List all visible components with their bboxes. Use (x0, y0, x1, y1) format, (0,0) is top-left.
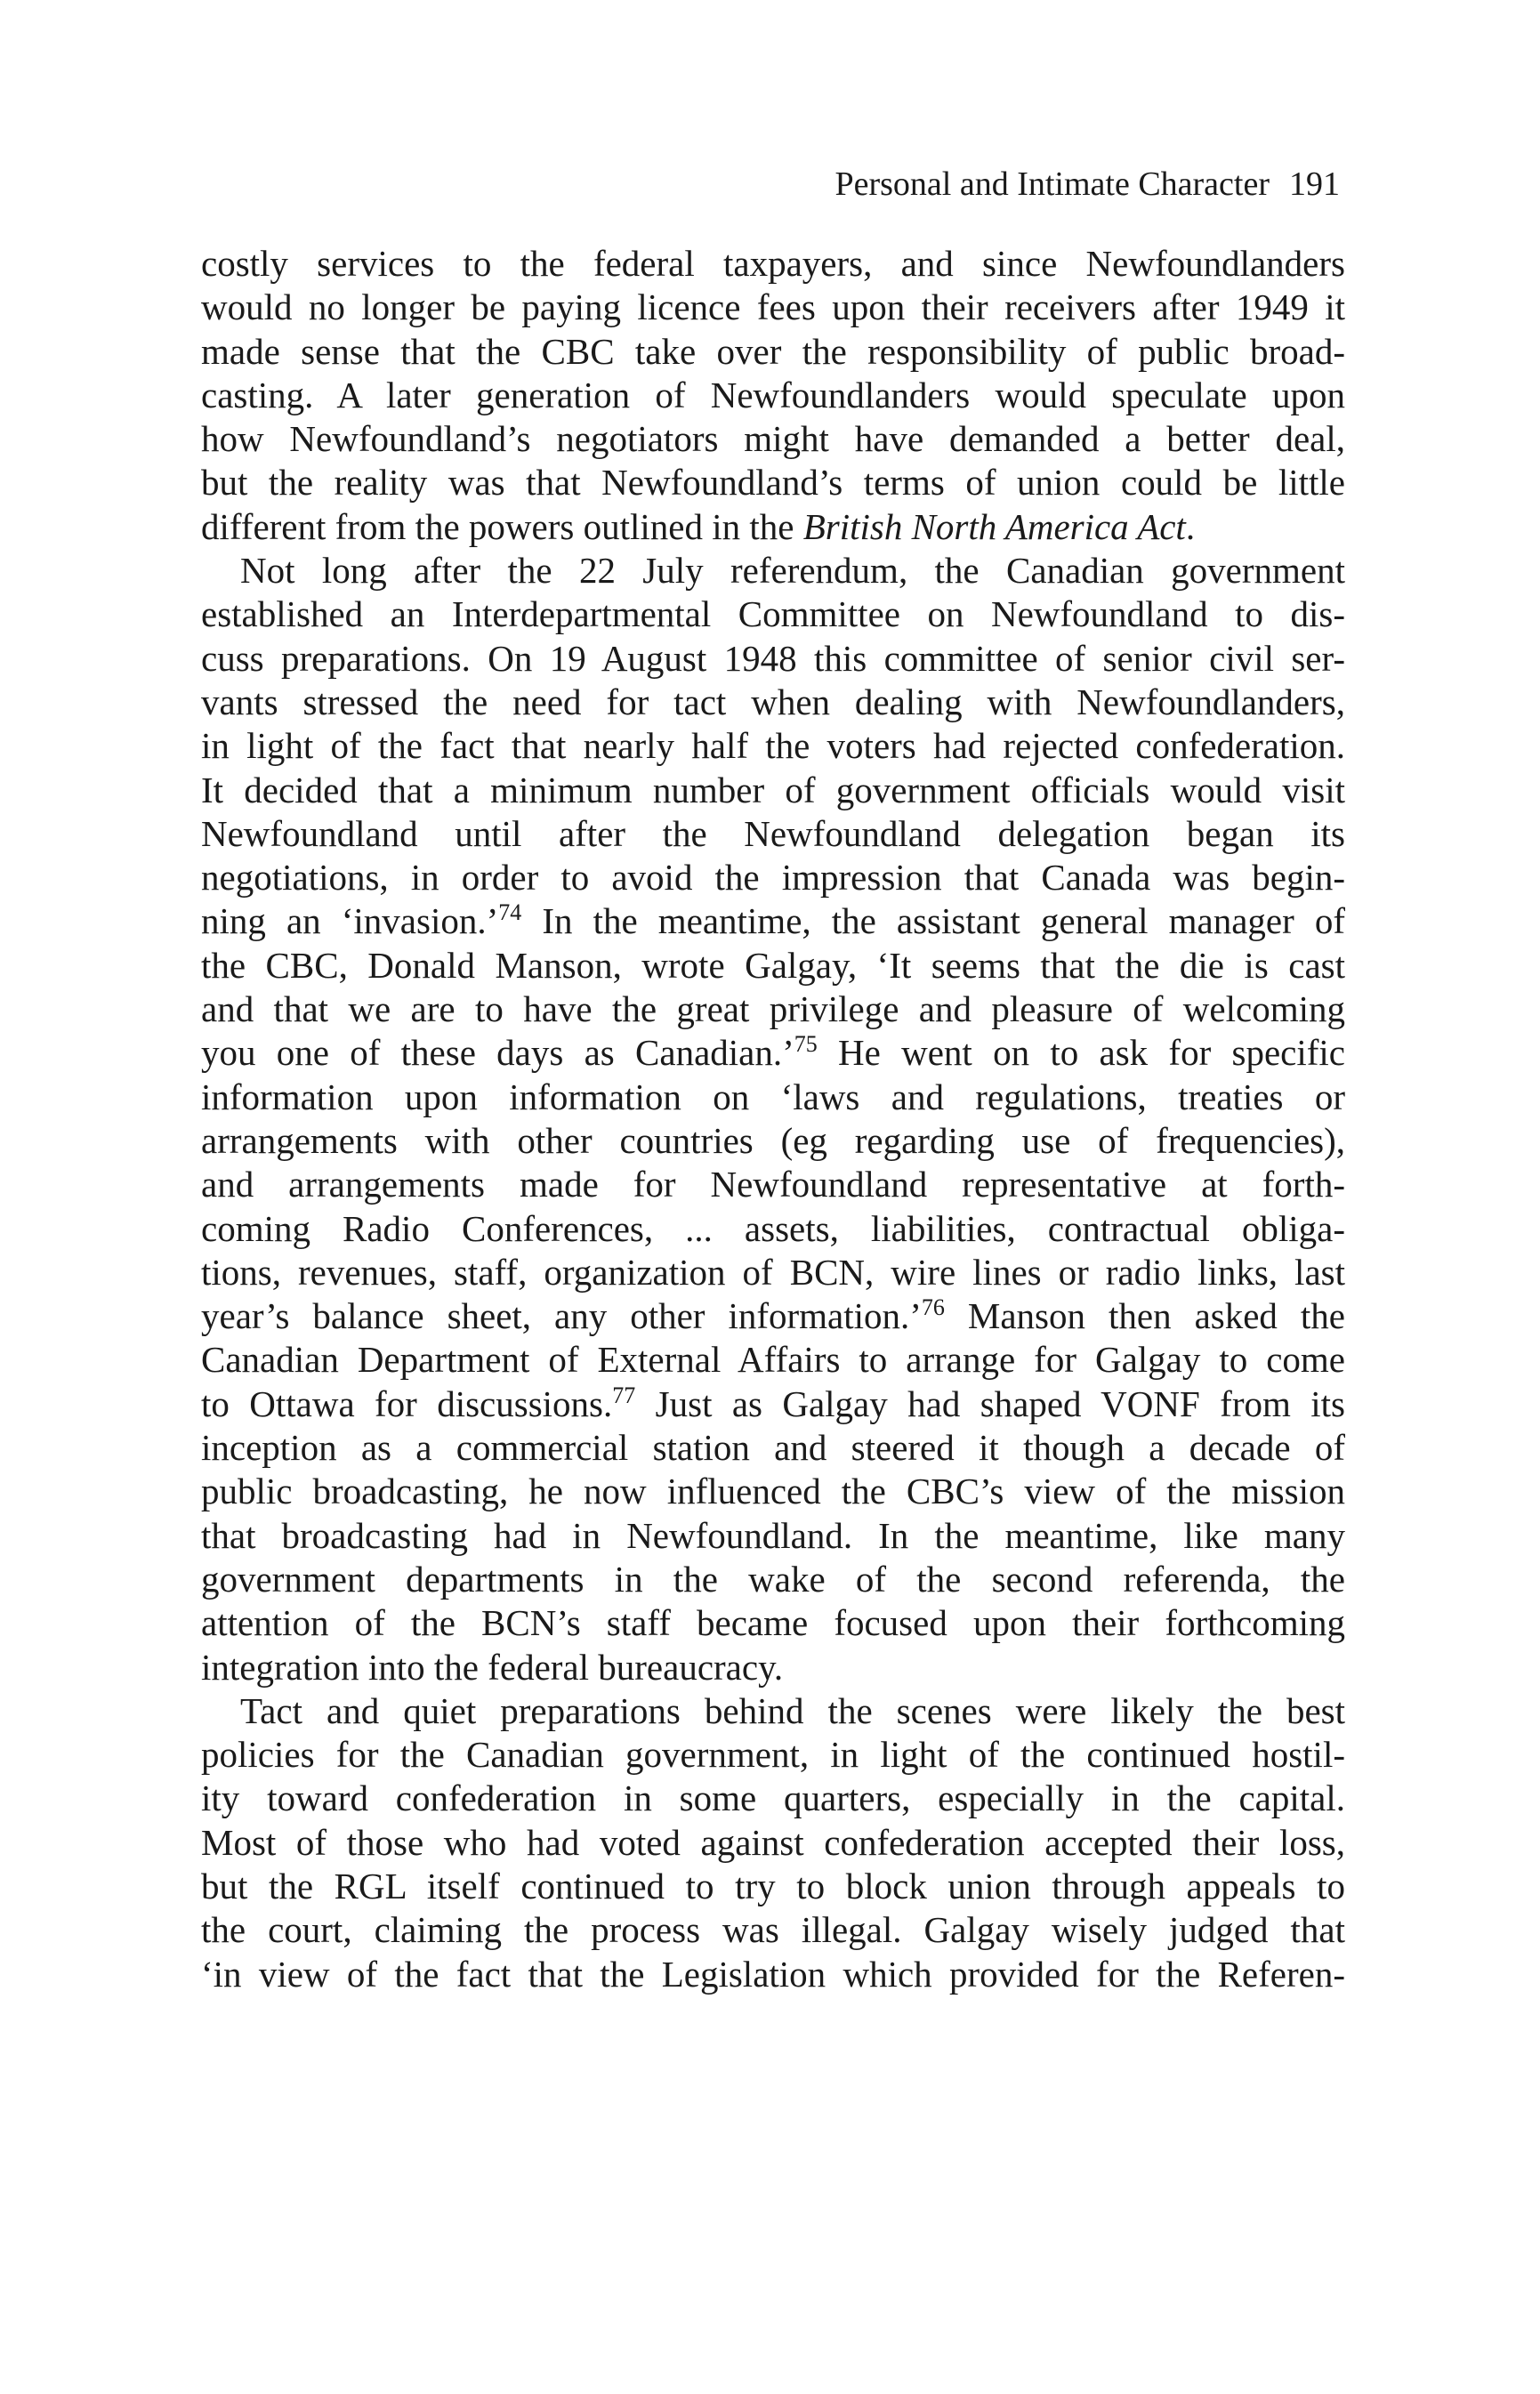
text-line (201, 1689, 1345, 1733)
text-line (201, 1207, 1345, 1251)
text-segment: would no longer be paying licence fees upon their receivers after 1949 it (201, 286, 1345, 328)
text-line (201, 592, 1345, 636)
text-line (201, 1908, 1345, 1952)
text-segment: costly services to the federal taxpayers, and since Newfoundlanders (201, 243, 1345, 284)
text-segment: and arrangements made for Newfoundland representative at forth- (201, 1164, 1345, 1205)
text-segment: arrangements with other countries (eg regarding use of frequencies), (201, 1119, 1345, 1161)
footnote-ref: 74 (498, 899, 522, 926)
text-segment: but the RGL itself continued to try to block union through appeals to (201, 1865, 1345, 1906)
text-segment: integration into the federal bureaucracy. (201, 1646, 784, 1688)
text-line (201, 1338, 1345, 1382)
text-line (201, 286, 1345, 329)
text-line (201, 637, 1345, 681)
text-segment: information upon information on ‘laws and regulations, treaties or (201, 1076, 1345, 1117)
text-line (201, 1733, 1345, 1777)
text-line (201, 1163, 1345, 1206)
text-segment: Newfoundland until after the Newfoundland delegation began its (201, 812, 1345, 854)
text-line (201, 1558, 1345, 1601)
text-line (201, 1865, 1345, 1908)
text-segment: tions, revenues, staff, organization of BCN, wire lines or radio links, last (201, 1251, 1345, 1293)
text-line (201, 417, 1345, 461)
text-segment: and that we are to have the great privilege and pleasure of welcoming (201, 988, 1345, 1030)
text-segment: Just as Galgay had shaped VONF from its (635, 1382, 1345, 1424)
text-segment: Most of those who had voted against confederation accepted their loss, (201, 1821, 1345, 1863)
italic-title: British North America Act (802, 505, 1186, 547)
text-segment: established an Interdepartmental Committee on Newfoundland to dis- (201, 593, 1345, 635)
text-segment: public broadcasting, he now influenced the CBC’s view of the mission (201, 1471, 1345, 1512)
running-head-title: Personal and Intimate Character (835, 165, 1270, 203)
text-segment: vants stressed the need for tact when dealing with Newfoundlanders, (201, 681, 1345, 722)
text-segment: It decided that a minimum number of government officials would visit (201, 769, 1345, 810)
text-segment: cuss preparations. On 19 August 1948 this committee of senior civil ser- (201, 637, 1345, 679)
text-segment: negotiations, in order to avoid the impression that Canada was begin- (201, 857, 1345, 899)
text-segment: ity toward confederation in some quarters, especially in the capital. (201, 1777, 1345, 1819)
text-segment: to Ottawa for discussions. (201, 1382, 613, 1424)
text-segment: government departments in the wake of the second referenda, the (201, 1558, 1345, 1600)
text-line (201, 242, 1345, 286)
footnote-ref: 77 (612, 1382, 636, 1408)
text-segment: ning an ‘invasion.’ (201, 900, 499, 942)
text-line (201, 1777, 1345, 1820)
text-line (201, 1031, 1345, 1075)
text-segment: in light of the fact that nearly half the voters had rejected confederation. (201, 725, 1345, 767)
text-segment: policies for the Canadian government, in light of the continued hostil- (201, 1734, 1345, 1776)
text-segment: Manson then asked the (944, 1295, 1345, 1337)
text-segment: casting. A later generation of Newfoundlanders would speculate upon (201, 374, 1345, 415)
page-number: 191 (1289, 165, 1340, 203)
body-text (201, 242, 1345, 1996)
text-line (201, 1426, 1345, 1470)
running-head (835, 165, 1340, 204)
text-line (201, 899, 1345, 943)
footnote-ref: 75 (794, 1031, 818, 1058)
text-segment: inception as a commercial station and steered it though a decade of (201, 1427, 1345, 1469)
text-segment: the CBC, Donald Manson, wrote Galgay, ‘It seems that the die is cast (201, 944, 1345, 986)
text-segment: ‘in view of the fact that the Legislation which provided for the Referen- (201, 1953, 1345, 1995)
text-line (201, 944, 1345, 987)
footnote-ref: 76 (921, 1294, 945, 1321)
text-line (201, 1119, 1345, 1163)
text-segment: He went on to ask for specific (817, 1032, 1345, 1074)
text-line (201, 681, 1345, 724)
text-line (201, 1601, 1345, 1645)
text-segment: year’s balance sheet, any other information.’ (201, 1295, 922, 1337)
text-line (201, 812, 1345, 856)
text-segment: . (1185, 505, 1196, 547)
text-segment: but the reality was that Newfoundland’s terms of union could be little (201, 462, 1345, 504)
text-segment: Tact and quiet preparations behind the scenes were likely the best (240, 1689, 1345, 1731)
text-line (201, 1251, 1345, 1294)
text-line (201, 330, 1345, 374)
text-segment: attention of the BCN’s staff became focused upon their forthcoming (201, 1602, 1345, 1644)
text-segment: you one of these days as Canadian.’ (201, 1032, 794, 1074)
text-line (201, 1382, 1345, 1426)
text-line (201, 1821, 1345, 1865)
text-line (201, 769, 1345, 812)
text-segment: Not long after the 22 July referendum, the Canadian government (240, 550, 1345, 592)
text-segment: how Newfoundland’s negotiators might have demanded a better deal, (201, 418, 1345, 460)
text-line (201, 505, 1345, 549)
text-line (201, 1470, 1345, 1513)
text-segment: coming Radio Conferences, ... assets, liabilities, contractual obliga- (201, 1207, 1345, 1249)
text-line (201, 549, 1345, 592)
text-line (201, 1294, 1345, 1338)
text-line (201, 1646, 1345, 1689)
text-line (201, 1953, 1345, 1996)
text-segment: Canadian Department of External Affairs to arrange for Galgay to come (201, 1339, 1345, 1381)
text-line (201, 1076, 1345, 1119)
text-segment: the court, claiming the process was illegal. Galgay wisely judged that (201, 1909, 1345, 1951)
text-line (201, 1514, 1345, 1558)
text-segment: made sense that the CBC take over the responsibility of public broad- (201, 330, 1345, 372)
text-segment: that broadcasting had in Newfoundland. In the meantime, like many (201, 1514, 1345, 1556)
text-segment: In the meantime, the assistant general manager of (521, 900, 1345, 942)
text-line (201, 856, 1345, 899)
text-line (201, 461, 1345, 504)
text-line (201, 987, 1345, 1031)
text-segment: different from the powers outlined in the (201, 505, 803, 547)
text-line (201, 374, 1345, 417)
text-line (201, 724, 1345, 768)
